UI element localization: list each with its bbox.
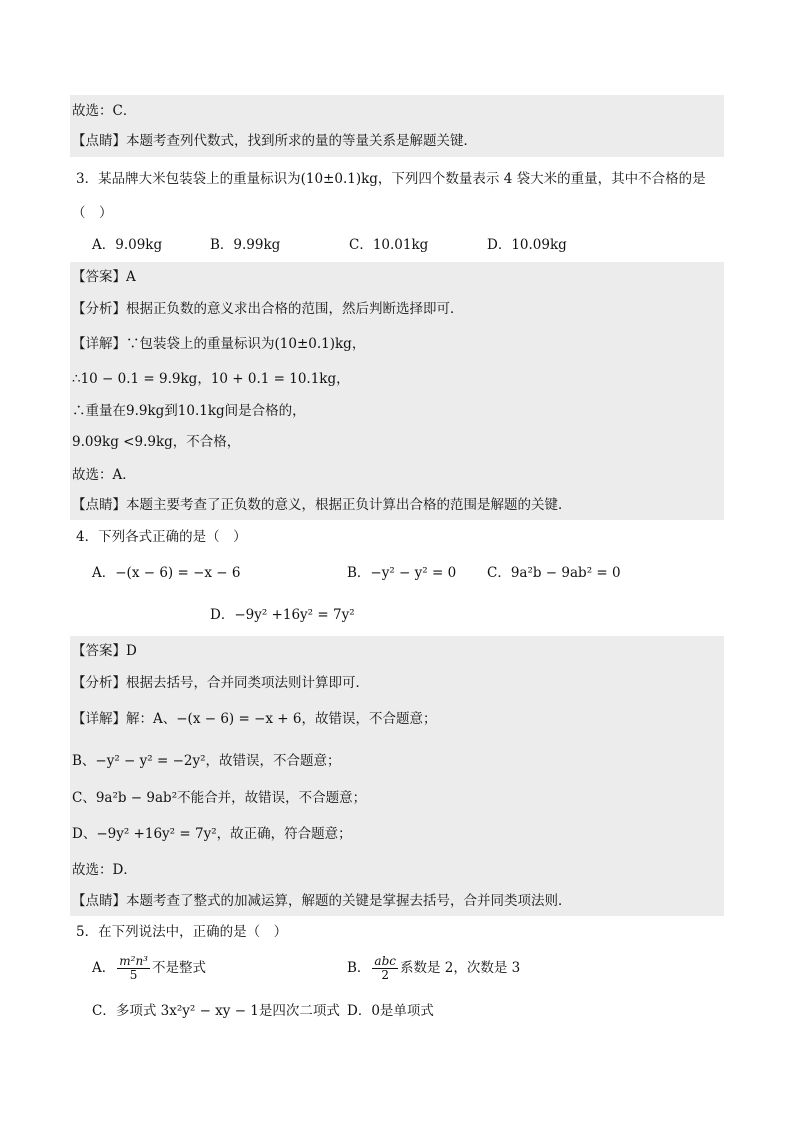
q3-step-3: 9.09kg <9.9kg，不合格， bbox=[72, 434, 241, 450]
q3-option-c: C．10.01kg bbox=[349, 237, 429, 253]
q3-option-b: B．9.99kg bbox=[210, 237, 281, 253]
q4-stem: 4．下列各式正确的是（ ） bbox=[76, 529, 247, 545]
q3-detail-part-a: 【详解】∵包装袋上的重量标识为 bbox=[72, 336, 275, 352]
q4-choice: 故选：D． bbox=[72, 862, 137, 878]
q4-comment: 【点睛】本题考查了整式的加减运算，解题的关键是掌握去括号，合并同类项法则． bbox=[72, 893, 572, 909]
q3-stem bbox=[76, 169, 706, 189]
q3-detail-expression: (10±0.1)kg bbox=[274, 336, 352, 352]
q2-choice: 故选：C． bbox=[72, 103, 137, 119]
q5-option-a-text: 不是整式 bbox=[151, 960, 206, 976]
q4-detail-a: 【详解】解：A、−(x − 6) = −x + 6，故错误，不合题意； bbox=[72, 711, 437, 727]
q3-detail bbox=[72, 334, 365, 354]
q2-comment: 【点睛】本题考查列代数式，找到所求的量的等量关系是解题关键． bbox=[72, 133, 477, 149]
q5-option-b-denominator: 2 bbox=[381, 968, 390, 982]
q3-option-a: A．9.09kg bbox=[92, 237, 163, 253]
q3-stem-expression: (10±0.1)kg bbox=[300, 171, 378, 187]
q3-choice: 故选：A． bbox=[72, 467, 136, 483]
q3-detail-part-b: ， bbox=[351, 336, 366, 352]
q4-option-c: C．9a²b − 9ab² = 0 bbox=[487, 565, 621, 581]
q3-stem-part-a: 3．某品牌大米包装袋上的重量标识为 bbox=[76, 171, 301, 187]
q3-answer: 【答案】A bbox=[72, 269, 136, 285]
q5-option-a bbox=[92, 950, 206, 986]
q4-detail-d: D、−9y² +16y² = 7y²，故正确，符合题意； bbox=[72, 826, 352, 842]
q5-option-a-denominator: 5 bbox=[129, 968, 138, 982]
q4-analysis: 【分析】根据去括号，合并同类项法则计算即可． bbox=[72, 675, 369, 691]
q5-option-b-label: B． bbox=[347, 960, 371, 976]
q3-step-2: ∴重量在9.9kg到10.1kg间是合格的， bbox=[72, 403, 306, 419]
q3-paren: （ ） bbox=[72, 205, 113, 221]
q3-analysis: 【分析】根据正负数的意义求出合格的范围，然后判断选择即可． bbox=[72, 301, 464, 317]
q4-detail-c: C、9a²b − 9ab²不能合并，故错误，不合题意； bbox=[72, 790, 367, 806]
q5-option-c: C．多项式 3x²y² − xy − 1是四次二项式 bbox=[92, 1003, 340, 1019]
q4-answer: 【答案】D bbox=[72, 643, 137, 659]
q3-comment: 【点睛】本题主要考查了正负数的意义，根据正负计算出合格的范围是解题的关键． bbox=[72, 497, 572, 513]
q5-option-b-fraction bbox=[372, 955, 398, 982]
q5-option-a-label: A． bbox=[92, 960, 116, 976]
q4-option-d: D．−9y² +16y² = 7y² bbox=[210, 607, 355, 623]
q4-option-b: B．−y² − y² = 0 bbox=[347, 565, 457, 581]
q3-stem-part-b: ，下列四个数量表示 4 袋大米的重量，其中不合格的是 bbox=[377, 171, 706, 187]
q3-step-1: ∴10 − 0.1 = 9.9kg，10 + 0.1 = 10.1kg， bbox=[72, 371, 350, 387]
q3-option-d: D．10.09kg bbox=[487, 237, 567, 253]
q5-option-b-numerator: abc bbox=[374, 954, 396, 968]
q5-option-a-numerator: m²n³ bbox=[119, 954, 148, 968]
q5-option-b bbox=[347, 950, 520, 986]
q5-option-b-text: 系数是 2，次数是 3 bbox=[399, 960, 521, 976]
q5-option-a-fraction bbox=[117, 955, 150, 982]
q4-detail-b: B、−y² − y² = −2y²，故错误，不合题意； bbox=[72, 753, 341, 769]
q5-option-d: D．0是单项式 bbox=[347, 1003, 434, 1019]
q4-option-a: A．−(x − 6) = −x − 6 bbox=[92, 565, 241, 581]
q5-stem: 5．在下列说法中，正确的是（ ） bbox=[76, 924, 288, 940]
